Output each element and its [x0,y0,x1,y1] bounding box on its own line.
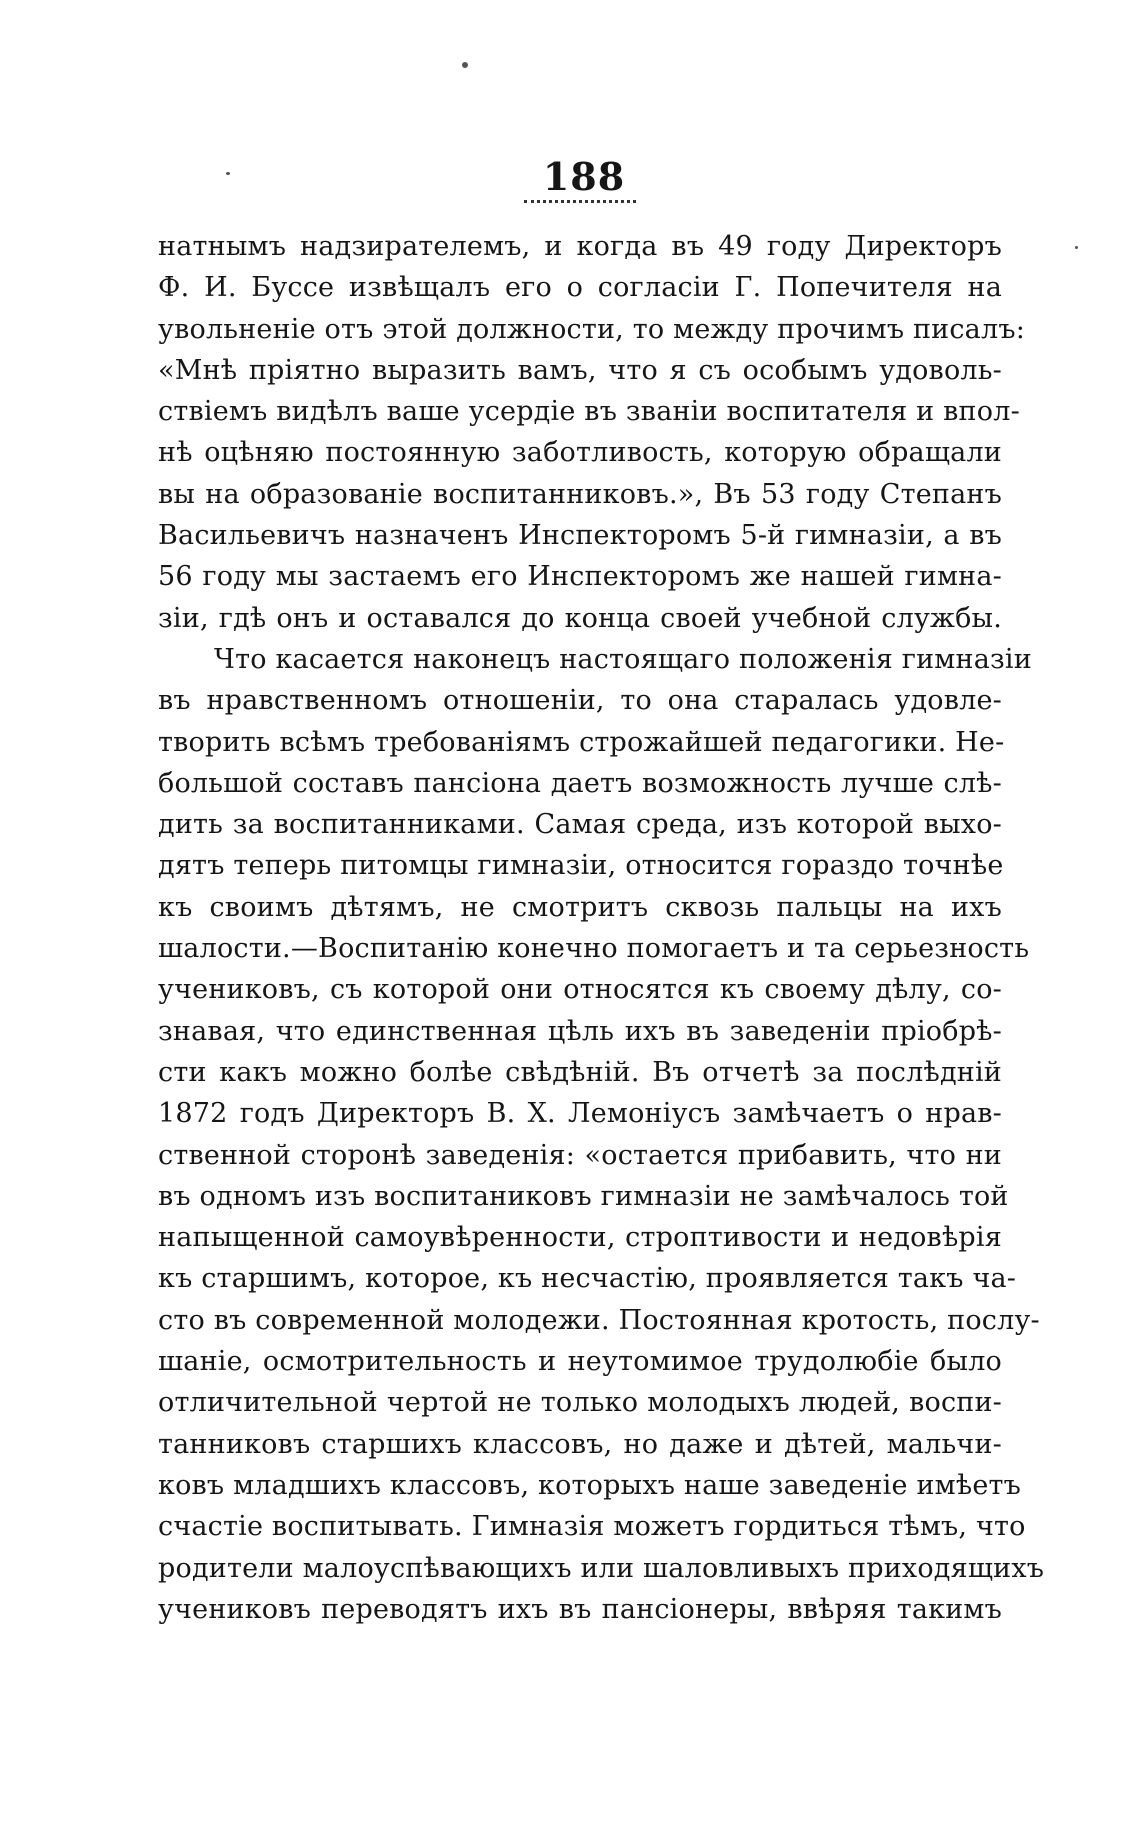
text-line: дить за воспитанниками. Самая среда, изъ которой выхо- [158,809,1002,841]
text-line: въ нравственномъ отношеніи, то она старалась удовле- [158,685,1002,717]
text-line: счастіе воспитывать. Гимназія можетъ гордиться тѣмъ, что [158,1511,1026,1543]
text-line: натнымъ надзирателемъ, и когда въ 49 году Директоръ [158,231,1002,262]
text-line: большой составъ пансіона даетъ возможность лучше слѣ- [158,767,1002,799]
text-line: ственной сторонѣ заведенія: «остается прибавить, что ни [158,1139,1002,1171]
text-line: знавая, что единственная цѣль ихъ въ заведеніи пріобрѣ- [158,1015,1002,1047]
text-line: къ старшимъ, которое, къ несчастію, проявляется такъ ча- [158,1263,1017,1295]
text-line: Васильевичъ назначенъ Инспекторомъ 5-й гимназіи, а въ [158,520,1002,552]
text-line: Ф. И. Буссе извѣщалъ его о согласіи Г. Попечителя на [158,272,1002,304]
text-line: къ своимъ дѣтямъ, не смотритъ сквозь пальцы на ихъ [158,891,1002,923]
text-line: зіи, гдѣ онъ и оставался до конца своей учебной службы. [158,602,1002,634]
text-line: учениковъ переводятъ ихъ въ пансіонеры, ввѣряя такимъ [158,1593,1002,1625]
text-line: вы на образованіе воспитанниковъ.», Въ 53 году Степанъ [158,478,1002,510]
text-line: родители малоуспѣвающихъ или шаловливыхъ приходящихъ [158,1552,1045,1584]
text-line: увольненіе отъ этой должности, то между прочимъ писалъ: [158,313,1026,345]
text-line: нѣ оцѣняю постоянную заботливость, которую обращали [158,437,1002,469]
text-line: сто въ современной молодежи. Постоянная кротость, послу- [158,1304,1040,1336]
text-line: танниковъ старшихъ классовъ, но даже и дѣтей, мальчи- [158,1428,1002,1460]
text-line: 56 году мы застаемъ его Инспекторомъ же нашей гимна- [158,561,1002,593]
text-line: шаніе, осмотрительность и неутомимое трудолюбіе было [158,1346,1002,1378]
text-line: ствіемъ видѣлъ ваше усердіе въ званіи воспитателя и впол- [158,396,1020,428]
text-line: ковъ младшихъ классовъ, которыхъ наше заведеніе имѣетъ [158,1469,1022,1501]
text-line: сти какъ можно болѣе свѣдѣній. Въ отчетѣ за послѣдній [158,1056,1002,1088]
scan-speck [462,62,468,68]
text-line: шалости.—Воспитанію конечно помогаетъ и та серьезность [158,933,1030,965]
text-line: въ одномъ изъ воспитаниковъ гимназіи не замѣчалось той [158,1180,1009,1212]
page-number: 188 [542,154,626,199]
text-line: учениковъ, съ которой они относятся къ своему дѣлу, со- [158,974,1002,1006]
text-line: отличительной чертой не только молодыхъ людей, воспи- [158,1387,1002,1419]
page-number-rule [524,200,636,203]
text-line: «Мнѣ пріятно выразить вамъ, что я съ особымъ удоволь- [158,354,1002,386]
text-line: творить всѣмъ требованіямъ строжайшей педагогики. Не- [158,726,1005,758]
scan-speck [226,172,230,175]
text-line: напыщенной самоувѣренности, строптивости и недовѣрія [158,1222,1002,1254]
body-text [158,226,1045,1630]
scan-speck [1075,246,1078,249]
text-line: 1872 годъ Директоръ В. Х. Лемоніусъ замѣчаетъ о нрав- [158,1098,1002,1130]
text-line: Что касается наконецъ настоящаго положенія гимназіи [214,643,1032,675]
text-line: дятъ теперь питомцы гимназіи, относится гораздо точнѣе [158,850,1004,882]
